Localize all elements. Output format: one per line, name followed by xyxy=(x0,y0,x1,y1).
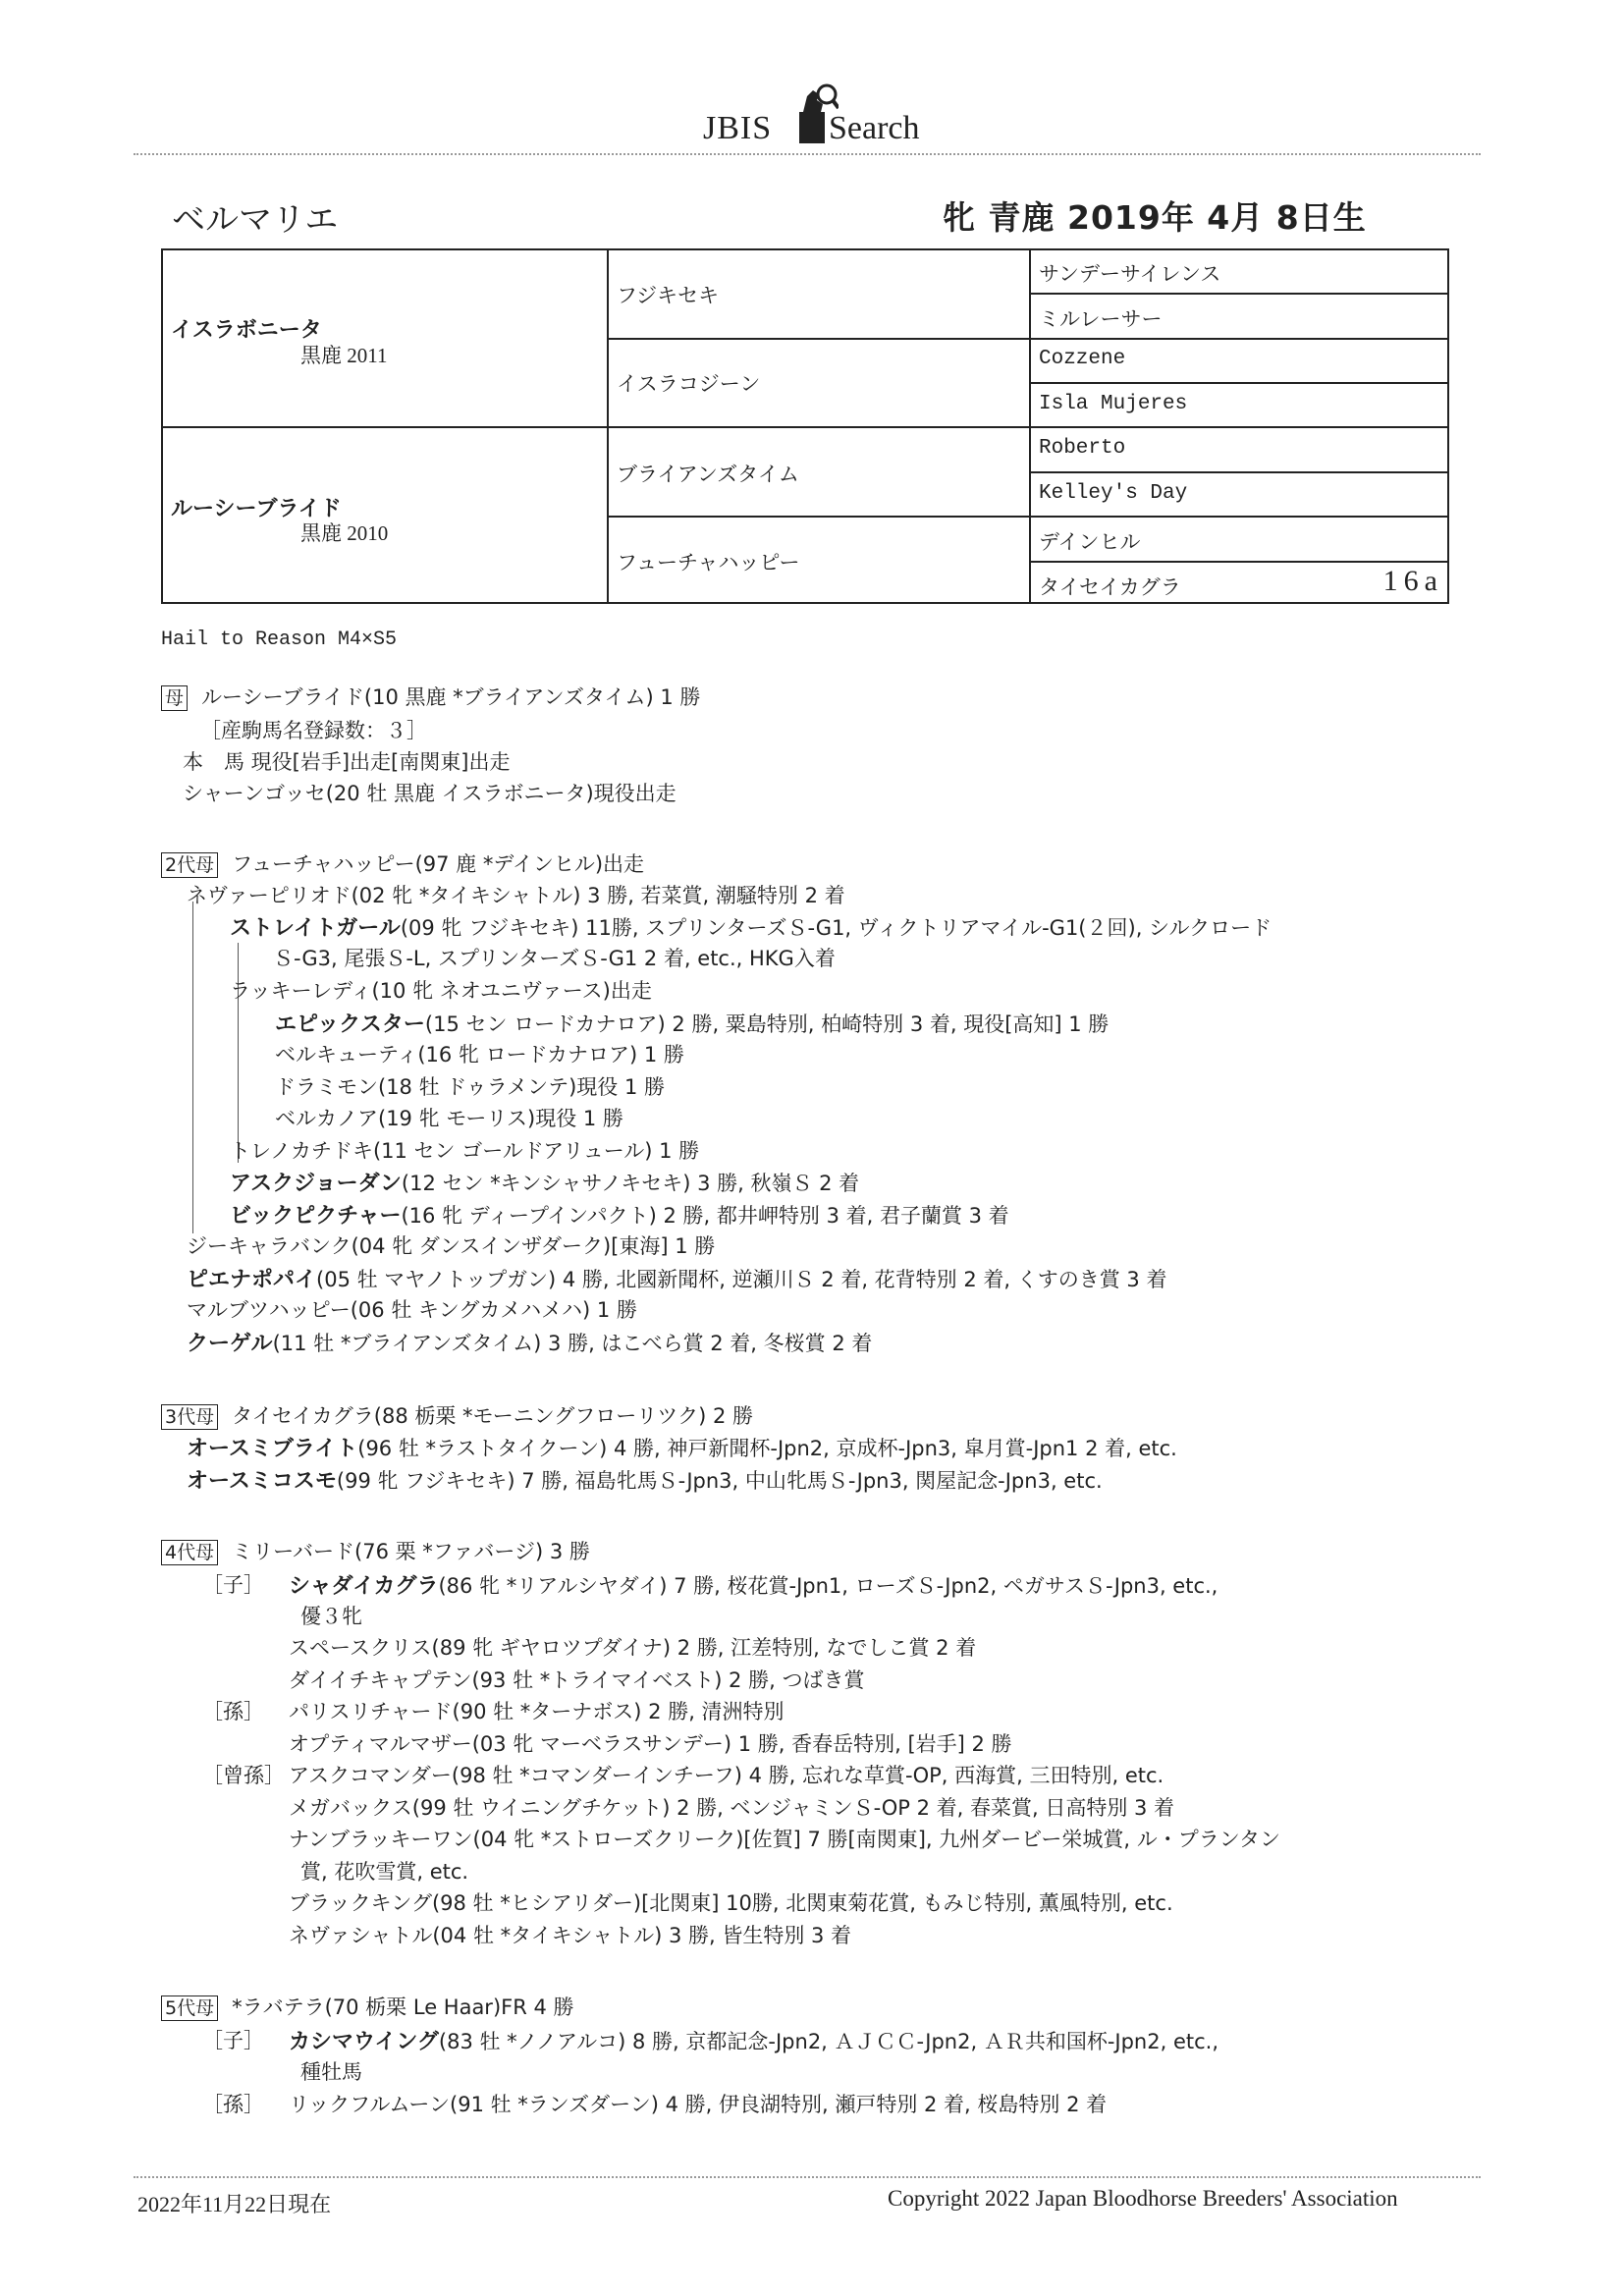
pedigree-gen2-1: フジキセキ xyxy=(617,284,720,307)
footer-date: 2022年11月22日現在 xyxy=(137,2192,332,2216)
pedigree-gen3-1: サンデーサイレンス xyxy=(1039,262,1221,286)
g4-kind-child: ［子］ xyxy=(202,1573,264,1597)
g2-line-11: ビックピクチャー(16 牝 ディープインパクト) 2 勝, 都井岬特別 3 着, 君子蘭賞 3 着 xyxy=(230,1204,1009,1229)
pedigree-gen2-3: ブライアンズタイム xyxy=(617,463,799,486)
footer-copyright: Copyright 2022 Japan Bloodhorse Breeders' Association xyxy=(888,2186,1398,2211)
g5-kind-child: ［子］ xyxy=(202,2029,264,2052)
section-tag-g5: 5代母 xyxy=(161,1995,218,2021)
g2-line-3: Ｓ-G3, 尾張Ｓ-L, スプリンターズＳ-G1 2 着, etc., HKG入着 xyxy=(273,947,836,970)
g2-line-4: ラッキーレディ(10 牝 ネオユニヴァース)出走 xyxy=(230,979,652,1003)
g2-line-2: ストレイトガール(09 牝 フジキセキ) 11勝, スプリンターズＳ-G1, ヴィクトリアマイル-G1(２回), シルクロード xyxy=(230,916,1272,941)
dam-section-head xyxy=(161,682,700,711)
pedigree-gen3-5: Roberto xyxy=(1039,437,1126,460)
section-tag-g3: 3代母 xyxy=(161,1404,218,1430)
g4-line-6: オプティマルマザー(03 牝 マーベラスサンデー) 1 勝, 香春岳特別, [岩手] 2 勝 xyxy=(289,1732,1012,1756)
g4-line-3: スペースクリス(89 牝 ギヤロツプダイナ) 2 勝, 江差特別, なでしこ賞 2 着 xyxy=(289,1636,977,1660)
pedigree-gen3-4: Isla Mujeres xyxy=(1039,393,1188,415)
g2-line-6: ベルキューティ(16 牝 ロードカナロア) 1 勝 xyxy=(275,1043,684,1066)
g4-line-4: ダイイチキャプテン(93 牡 *トライマイベスト) 2 勝, つばき賞 xyxy=(289,1668,865,1692)
section-tag-g2: 2代母 xyxy=(161,852,218,878)
g4-section-head xyxy=(161,1536,590,1565)
section-tag-g4: 4代母 xyxy=(161,1540,218,1565)
g2-section-title: フューチャハッピー(97 鹿 *デインヒル)出走 xyxy=(232,852,645,876)
g5-line-3: リックフルムーン(91 牡 *ランズダーン) 4 勝, 伊良湖特別, 瀬戸特別 2 着, 桜島特別 2 着 xyxy=(289,2093,1108,2116)
g4-line-12: ネヴァシャトル(04 牡 *タイキシャトル) 3 勝, 皆生特別 3 着 xyxy=(289,1924,852,1947)
horse-name: ベルマリエ xyxy=(172,200,339,240)
pedigree-gen2-4: フューチャハッピー xyxy=(617,551,800,574)
g5-line-2: 種牡馬 xyxy=(300,2060,362,2084)
tree-line-g2 xyxy=(192,902,193,1233)
pedigree-table xyxy=(161,248,1449,604)
g2-line-12: ジーキャラバンク(04 牝 ダンスインザダーク)[東海] 1 勝 xyxy=(187,1234,716,1258)
g5-line-1: カシマウイング(83 牡 *ノノアルコ) 8 勝, 京都記念-Jpn2, ＡＪＣＣ-Jpn2, ＡＲ共和国杯-Jpn2, etc., xyxy=(289,2030,1218,2054)
dam-section-title: ルーシーブライド(10 黒鹿 *ブライアンズタイム) 1 勝 xyxy=(201,685,701,709)
g2-line-15: クーゲル(11 牡 *ブライアンズタイム) 3 勝, はこべら賞 2 着, 冬桜賞 2 着 xyxy=(187,1332,873,1356)
dam-name: ルーシーブライド xyxy=(171,497,342,521)
g2-line-5: エピックスター(15 セン ロードカナロア) 2 勝, 粟島特別, 柏崎特別 3 着, 現役[高知] 1 勝 xyxy=(275,1012,1110,1037)
g2-line-9: トレノカチドキ(11 セン ゴールドアリュール) 1 勝 xyxy=(230,1139,700,1163)
g4-line-10: 賞, 花吹雪賞, etc. xyxy=(300,1860,469,1884)
family-number: 16a xyxy=(1382,565,1443,597)
pedigree-gen3-8: タイセイカグラ xyxy=(1039,575,1181,599)
g5-section-head xyxy=(161,1992,574,2021)
dam-detail: 黒鹿 2010 xyxy=(300,521,389,545)
g4-line-7: アスクコマンダー(98 牡 *コマンダーインチーフ) 4 勝, 忘れな草賞-OP, 西海賞, 三田特別, etc. xyxy=(289,1764,1164,1787)
g3-section-title: タイセイカグラ(88 栃栗 *モーニングフローリツク) 2 勝 xyxy=(232,1404,753,1428)
sire-detail: 黒鹿 2011 xyxy=(300,344,388,367)
g2-line-1: ネヴァーピリオド(02 牝 *タイキシャトル) 3 勝, 若菜賞, 潮騒特別 2 着 xyxy=(187,884,845,907)
g4-kind-grand: ［孫］ xyxy=(202,1700,264,1723)
inbreeding-note: Hail to Reason M4×S5 xyxy=(161,629,398,651)
g4-line-11: ブラックキング(98 牡 *ヒシアリダー)[北関東] 10勝, 北関東菊花賞, もみじ特別, 薫風特別, etc. xyxy=(289,1891,1173,1915)
logo-text-search: Search xyxy=(829,110,920,146)
jbis-search-logo xyxy=(699,69,954,147)
g3-line-1: オースミブライト(96 牡 *ラストタイクーン) 4 勝, 神戸新聞杯-Jpn2, 京成杯-Jpn3, 皐月賞-Jpn1 2 着, etc. xyxy=(187,1437,1177,1461)
g4-kind-great: ［曾孫］ xyxy=(202,1764,285,1787)
pedigree-gen3-7: デインヒル xyxy=(1039,530,1141,554)
section-tag-dam: 母 xyxy=(161,685,188,711)
g2-section-head xyxy=(161,848,644,878)
g4-line-5: パリスリチャード(90 牡 *ターナボス) 2 勝, 清洲特別 xyxy=(289,1700,785,1723)
pedigree-gen3-6: Kelley's Day xyxy=(1039,482,1188,505)
sire-name: イスラボニータ xyxy=(171,318,322,343)
dam-line-3: シャーンゴッセ(20 牡 黒鹿 イスラボニータ)現役出走 xyxy=(183,782,677,805)
pedigree-gen3-2: ミルレーサー xyxy=(1039,307,1163,331)
g4-line-9: ナンブラッキーワン(04 牝 *ストローズクリーク)[佐賀] 7 勝[南関東], 九州ダービー栄城賞, ル・プランタン xyxy=(289,1828,1280,1851)
pedigree-gen3-3: Cozzene xyxy=(1039,348,1126,370)
footer-divider xyxy=(134,2176,1481,2178)
g3-line-2: オースミコスモ(99 牝 フジキセキ) 7 勝, 福島牝馬Ｓ-Jpn3, 中山牝馬Ｓ-Jpn3, 関屋記念-Jpn3, etc. xyxy=(187,1469,1103,1494)
g4-line-2: 優３牝 xyxy=(300,1605,362,1628)
header-divider xyxy=(134,153,1481,155)
pedigree-gen2-2: イスラコジーン xyxy=(617,372,761,396)
dam-line-1: ［産駒馬名登録数：３］ xyxy=(200,719,427,742)
g4-line-8: メガバックス(99 牡 ウイニングチケット) 2 勝, ベンジャミンＳ-OP 2 着, 春菜賞, 日高特別 3 着 xyxy=(289,1796,1175,1820)
g2-line-10: アスクジョーダン(12 セン *キンシャサノキセキ) 3 勝, 秋嶺Ｓ 2 着 xyxy=(230,1172,860,1196)
dam-line-2: 本 馬 現役[岩手]出走[南関東]出走 xyxy=(183,750,511,774)
g2-line-7: ドラミモン(18 牡 ドゥラメンテ)現役 1 勝 xyxy=(275,1075,666,1099)
g2-line-13: ピエナポパイ(05 牡 マヤノトップガン) 4 勝, 北國新聞杯, 逆瀬川Ｓ 2 着, 花背特別 2 着, くすのき賞 3 着 xyxy=(187,1268,1167,1292)
g3-section-head xyxy=(161,1400,753,1430)
g2-line-14: マルブツハッピー(06 牡 キングカメハメハ) 1 勝 xyxy=(187,1298,637,1322)
horse-birth-info: 牝 青鹿 2019年 4月 8日生 xyxy=(943,198,1367,237)
g2-line-8: ベルカノア(19 牝 モーリス)現役 1 勝 xyxy=(275,1107,623,1130)
g4-section-title: ミリーバード(76 栗 *ファバージ) 3 勝 xyxy=(232,1540,590,1563)
g5-section-title: *ラバテラ(70 栃栗 Le Haar)FR 4 勝 xyxy=(232,1995,574,2019)
g5-kind-grand: ［孫］ xyxy=(202,2093,264,2116)
g4-line-1: シャダイカグラ(86 牝 *リアルシヤダイ) 7 勝, 桜花賞-Jpn1, ローズＳ-Jpn2, ペガサスＳ-Jpn3, etc., xyxy=(289,1574,1218,1599)
logo-text-jbis: JBIS xyxy=(703,110,773,146)
